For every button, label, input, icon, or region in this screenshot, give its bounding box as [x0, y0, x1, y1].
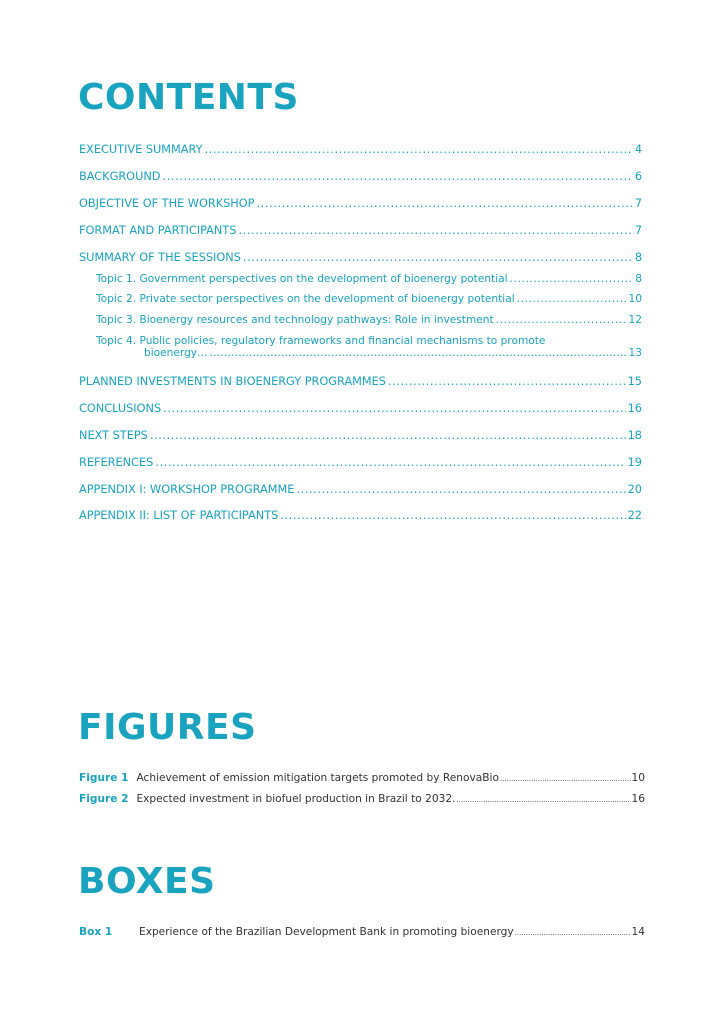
toc-entry-page: 7: [634, 223, 642, 237]
dot-leader: [210, 347, 627, 359]
dot-leader: [515, 929, 631, 937]
figure-title: Expected investment in biofuel production in Brazil to 2032.: [136, 792, 456, 805]
box-tag: Box 1: [79, 926, 113, 938]
dot-leader: [388, 375, 626, 388]
toc-entry-label: BACKGROUND: [79, 169, 161, 183]
figure-page: 16: [631, 792, 645, 805]
dot-leader: [296, 483, 625, 496]
toc-subentry-label-continued: bioenergy…: [144, 346, 208, 359]
toc-entry-label: OBJECTIVE OF THE WORKSHOP: [79, 196, 255, 210]
toc-subentry-label: Topic 3. Bioenergy resources and technology pathways: Role in investment: [96, 314, 494, 327]
toc-entry-page: 22: [627, 509, 642, 523]
toc-subentry-page: 10: [628, 293, 642, 306]
dot-leader: [163, 170, 633, 183]
toc-entry-page: 8: [634, 250, 642, 264]
toc-entry[interactable]: [79, 143, 642, 170]
toc-entry-label: EXECUTIVE SUMMARY: [79, 143, 203, 156]
toc-entry-label: REFERENCES: [79, 455, 154, 469]
toc-entry[interactable]: [79, 375, 642, 402]
boxes-list: [79, 926, 645, 947]
toc-entry[interactable]: [79, 483, 642, 510]
toc-entry-page: 15: [627, 374, 642, 388]
toc-entry-label: NEXT STEPS: [79, 428, 148, 442]
toc-entry-label: CONCLUSIONS: [79, 401, 162, 415]
box-entry[interactable]: [79, 926, 645, 947]
contents-heading: CONTENTS: [78, 77, 299, 118]
dot-leader: [280, 509, 625, 522]
toc-subentry[interactable]: [79, 335, 642, 371]
dot-leader: [205, 143, 633, 156]
toc-subentry[interactable]: [79, 273, 642, 294]
toc-entry-page: 20: [627, 482, 642, 496]
figure-entry[interactable]: [79, 772, 645, 793]
toc-entry-label: APPENDIX II: LIST OF PARTICIPANTS: [79, 509, 279, 523]
figure-entry[interactable]: [79, 793, 645, 814]
dot-leader: [155, 456, 625, 469]
dot-leader: [456, 796, 630, 804]
boxes-heading: BOXES: [78, 861, 216, 902]
toc-entry-page: 19: [627, 455, 642, 469]
toc-subentry-page: 12: [628, 314, 642, 327]
toc-entry-label: SUMMARY OF THE SESSIONS: [79, 250, 241, 264]
toc-entry-label: PLANNED INVESTMENTS IN BIOENERGY PROGRAMMES: [79, 374, 386, 388]
toc-entry-page: 16: [627, 401, 642, 415]
toc-entry[interactable]: [79, 429, 642, 456]
toc-entry[interactable]: [79, 251, 642, 273]
toc-entry[interactable]: [79, 224, 642, 251]
toc-entry-label: APPENDIX I: WORKSHOP PROGRAMME: [79, 482, 295, 496]
toc-subentry-label: Topic 1. Government perspectives on the development of bioenergy potential: [96, 272, 508, 285]
box-page: 14: [631, 926, 645, 938]
toc-entry-page: 7: [634, 196, 642, 210]
toc-entry[interactable]: [79, 402, 642, 429]
toc-subentry-label: Topic 2. Private sector perspectives on the development of bioenergy potential: [96, 293, 515, 306]
box-title: Experience of the Brazilian Development Bank in promoting bioenergy: [139, 926, 514, 938]
table-of-contents: [79, 143, 642, 536]
toc-subentry-page: 8: [635, 272, 642, 285]
toc-entry[interactable]: [79, 456, 642, 483]
dot-leader: [517, 293, 627, 305]
toc-entry-label: FORMAT AND PARTICIPANTS: [79, 223, 237, 237]
figures-list: [79, 772, 645, 813]
toc-entry-page: 18: [627, 428, 642, 442]
figure-title: Achievement of emission mitigation targets promoted by RenovaBio: [136, 772, 499, 784]
toc-entry-page: 6: [634, 169, 642, 183]
figure-tag: Figure 2: [79, 792, 129, 805]
dot-leader: [238, 224, 632, 237]
toc-subentry-page: 13: [628, 346, 642, 359]
dot-leader: [243, 251, 633, 264]
toc-subentry[interactable]: [79, 314, 642, 335]
toc-subentry[interactable]: [79, 293, 642, 314]
dot-leader: [150, 429, 626, 442]
dot-leader: [163, 402, 625, 415]
toc-entry[interactable]: [79, 170, 642, 197]
figure-page: 10: [631, 772, 645, 784]
toc-entry[interactable]: [79, 509, 642, 536]
dot-leader: [256, 197, 632, 210]
toc-subentry-label: Topic 4. Public policies, regulatory frameworks and financial mechanisms to promote: [96, 334, 546, 347]
dot-leader: [510, 273, 634, 285]
dot-leader: [496, 314, 627, 326]
toc-entry[interactable]: [79, 197, 642, 224]
figure-tag: Figure 1: [79, 772, 129, 784]
figures-heading: FIGURES: [78, 707, 257, 748]
toc-entry-page: 4: [634, 143, 642, 156]
dot-leader: [500, 775, 631, 783]
